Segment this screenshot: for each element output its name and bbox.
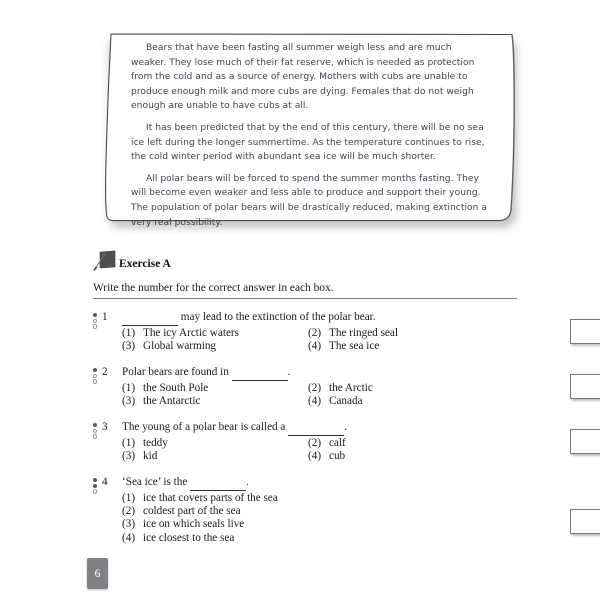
question-stem-tail: . — [246, 476, 249, 488]
difficulty-marker — [93, 478, 102, 495]
option-row — [122, 450, 452, 463]
option-1[interactable] — [122, 327, 308, 340]
option-key: (4) — [308, 340, 322, 352]
question-number: 4 — [102, 476, 108, 488]
option-row — [122, 340, 452, 353]
option-3[interactable] — [122, 518, 244, 531]
difficulty-dot-filled — [93, 313, 97, 317]
passage-text — [131, 41, 487, 230]
option-label: Canada — [329, 395, 363, 407]
option-label: the Arctic — [329, 381, 373, 394]
difficulty-marker — [93, 368, 102, 385]
instruction-text: Write the number for the correct answer in each box. — [93, 282, 334, 294]
answer-box-wrapper — [570, 319, 600, 344]
option-label: calf — [329, 436, 346, 449]
answer-box-wrapper — [570, 374, 600, 399]
question-item — [93, 311, 523, 353]
option-row — [122, 505, 452, 518]
difficulty-marker — [93, 423, 102, 440]
question-item — [93, 421, 523, 463]
question-stem-tail: . — [287, 366, 291, 378]
option-key: (4) — [308, 450, 322, 462]
option-row — [122, 518, 452, 531]
question-number: 1 — [102, 311, 108, 323]
option-label: the South Pole — [143, 381, 209, 394]
passage-paragraph: Bears that have been fasting all summer weigh less and are much weaker. They lose much of their fat reserve, which is needed as protection from the cold and as a source of energy. Mothers with cubs are unable to produce enough milk and more cubs are dying. Females that do not weigh enough are unable to have cubs at all. — [131, 43, 475, 112]
option-key: (3) — [122, 395, 136, 407]
option-list — [122, 382, 452, 409]
option-label: teddy — [143, 436, 168, 449]
passage-paragraph: All polar bears will be forced to spend the summer months fasting. They will become even weaker and less able to produce and support their young. The population of polar bears will be drastically reduced, making extinction a very real possibility. — [131, 173, 488, 228]
question-number: 2 — [102, 366, 108, 378]
question-number: 3 — [102, 421, 108, 433]
difficulty-dot-filled — [93, 478, 97, 482]
question-stem — [122, 366, 452, 381]
option-key: (1) — [122, 491, 136, 504]
option-label: ice on which seals live — [143, 518, 245, 531]
option-1[interactable] — [122, 492, 278, 505]
difficulty-dot-hollow — [93, 379, 97, 383]
question-item — [93, 476, 523, 545]
question-stem — [122, 476, 452, 491]
option-row — [122, 532, 452, 545]
option-label: ice that covers parts of the sea — [143, 491, 278, 504]
pencil-notepad-icon — [92, 250, 118, 272]
difficulty-dot-hollow — [93, 324, 97, 328]
option-list — [122, 327, 452, 354]
answer-blank — [190, 476, 246, 491]
option-label: kid — [143, 450, 158, 462]
option-row — [122, 327, 452, 340]
question-stem — [122, 311, 452, 326]
option-label: Global warming — [143, 340, 217, 352]
option-key: (4) — [308, 395, 322, 407]
exercise-instruction — [93, 281, 517, 299]
option-2[interactable] — [308, 437, 346, 450]
answer-box[interactable] — [570, 319, 600, 344]
option-key: (1) — [122, 436, 136, 449]
page-number-badge: 6 — [87, 558, 108, 589]
option-3[interactable] — [122, 395, 308, 408]
answer-blank — [232, 366, 288, 381]
option-3[interactable] — [122, 340, 308, 353]
instruction-divider — [93, 298, 517, 299]
option-key: (4) — [122, 531, 136, 544]
option-row — [122, 492, 452, 505]
option-label: The sea ice — [329, 340, 380, 352]
option-label: ice closest to the sea — [143, 531, 235, 544]
option-key: (2) — [122, 505, 136, 517]
option-list — [122, 437, 452, 464]
option-4[interactable] — [122, 532, 234, 545]
option-2[interactable] — [122, 505, 241, 518]
difficulty-dot-hollow — [93, 319, 97, 323]
answer-box-wrapper — [570, 429, 600, 454]
option-3[interactable] — [122, 450, 308, 463]
exercise-title: Exercise A — [119, 258, 171, 270]
question-stem-tail: . — [344, 421, 347, 433]
answer-box[interactable] — [570, 429, 600, 454]
difficulty-dot-filled — [93, 368, 97, 372]
option-label: coldest part of the sea — [143, 505, 241, 517]
answer-box-wrapper — [570, 509, 600, 534]
difficulty-dot-hollow — [93, 434, 97, 438]
difficulty-dot-hollow — [93, 374, 97, 378]
option-key: (3) — [122, 340, 136, 352]
question-stem-text: Polar bears are found in — [122, 366, 229, 378]
difficulty-dot-filled — [93, 484, 97, 488]
option-key: (3) — [122, 450, 136, 462]
option-2[interactable] — [308, 327, 398, 340]
question-item — [93, 366, 523, 408]
passage-paragraph: It has been predicted that by the end of this century, there will be no sea ice left during the longer summertime. As the temperature continues to rise, the cold winter period with abundant sea ice will be much shorter. — [131, 122, 485, 163]
answer-blank — [288, 421, 344, 436]
option-row — [122, 395, 452, 408]
option-row — [122, 382, 452, 395]
option-key: (3) — [122, 518, 136, 531]
difficulty-dot-hollow — [93, 429, 97, 433]
question-stem-text: ‘Sea ice’ is the — [122, 476, 188, 488]
question-stem-text: The young of a polar bear is called a — [122, 421, 286, 433]
option-key: (2) — [308, 381, 322, 394]
answer-box[interactable] — [570, 374, 600, 399]
option-4[interactable] — [308, 340, 379, 353]
exercise-heading — [92, 250, 171, 272]
question-stem — [122, 421, 452, 436]
option-label: The icy Arctic waters — [143, 326, 239, 339]
option-label: The ringed seal — [329, 326, 398, 339]
option-key: (1) — [122, 326, 136, 339]
option-key: (2) — [308, 326, 322, 339]
option-list — [122, 492, 452, 546]
difficulty-dot-filled — [93, 423, 97, 427]
answer-blank — [122, 311, 178, 326]
option-4[interactable] — [308, 450, 345, 463]
difficulty-dot-hollow — [93, 489, 97, 493]
answer-box[interactable] — [570, 509, 600, 534]
option-1[interactable] — [122, 437, 308, 450]
difficulty-marker — [93, 313, 102, 330]
passage-card — [103, 32, 519, 228]
option-key: (1) — [122, 381, 136, 394]
option-row — [122, 437, 452, 450]
option-label: cub — [329, 450, 346, 462]
option-4[interactable] — [308, 395, 363, 408]
question-stem-text: may lead to the extinction of the polar bear. — [180, 311, 376, 323]
option-1[interactable] — [122, 382, 308, 395]
option-key: (2) — [308, 436, 322, 449]
option-label: the Antarctic — [143, 395, 201, 407]
option-2[interactable] — [308, 382, 373, 395]
